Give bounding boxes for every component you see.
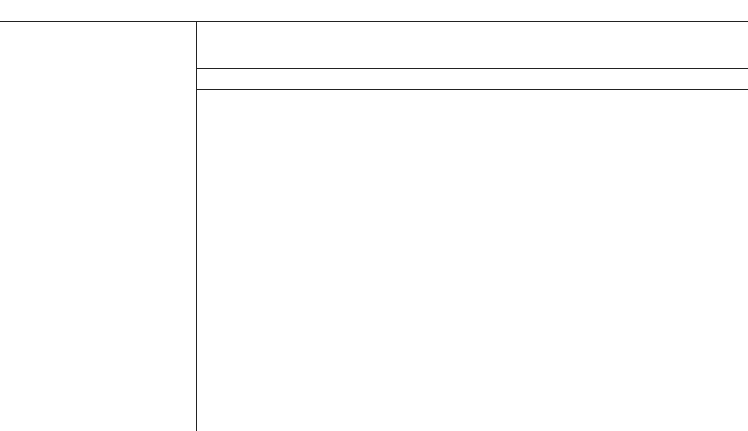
column-number-bottom-rule — [196, 89, 748, 90]
column-number-top-rule — [196, 68, 748, 69]
label-column-divider — [196, 21, 197, 431]
header-top-rule — [0, 21, 748, 22]
